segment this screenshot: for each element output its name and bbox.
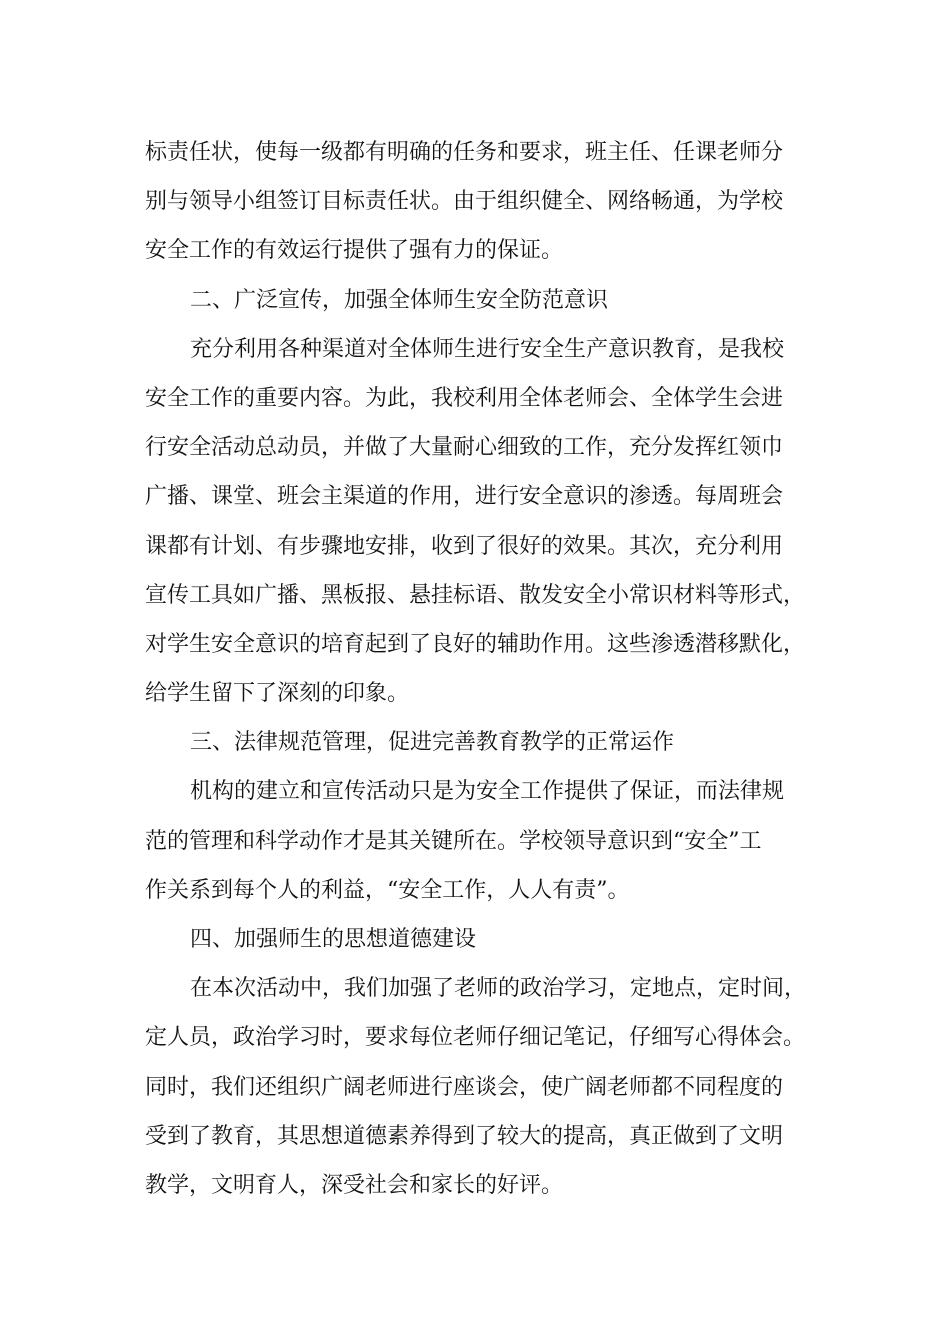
text-line: 标责任状，使每一级都有明确的任务和要求，班主任、任课老师分	[145, 140, 784, 165]
text-line: 安全工作的重要内容。为此，我校利用全体老师会、全体学生会进	[145, 385, 784, 411]
paragraph	[145, 915, 825, 964]
text-line: 广播、课堂、班会主渠道的作用，进行安全意识的渗透。每周班会	[145, 484, 784, 510]
text-line: 宣传工具如广播、黑板报、悬挂标语、散发安全小常识材料等形式，	[145, 582, 806, 608]
text-line: 对学生安全意识的培育起到了良好的辅助作用。这些渗透潜移默化，	[145, 631, 806, 657]
text-line: 二、广泛宣传，加强全体师生安全防范意识	[190, 287, 609, 313]
text-line: 机构的建立和宣传活动只是为安全工作提供了保证，而法律规	[190, 779, 785, 805]
text-line: 行安全活动总动员，并做了大量耐心细致的工作，充分发挥红领巾	[145, 435, 784, 461]
text-line: 教学，文明育人，深受社会和家长的好评。	[145, 1172, 564, 1198]
text-line: 在本次活动中，我们加强了老师的政治学习，定地点，定时间，	[190, 976, 807, 1002]
text-line: 安全工作的有效运行提供了强有力的保证。	[145, 238, 564, 264]
text-line: 同时，我们还组织广阔老师进行座谈会，使广阔老师都不同程度的	[145, 1074, 784, 1100]
text-line: 作关系到每个人的利益，“安全工作，人人有责”。	[145, 877, 630, 903]
text-line: 定人员，政治学习时，要求每位老师仔细记笔记，仔细写心得体会。	[145, 1025, 806, 1051]
paragraph	[145, 767, 825, 915]
document-body	[145, 128, 825, 1210]
text-line: 四、加强师生的思想道德建设	[190, 927, 477, 952]
text-line: 课都有计划、有步骤地安排，收到了很好的效果。其次，充分利用	[145, 533, 784, 559]
text-line: 给学生留下了深刻的印象。	[145, 681, 410, 707]
text-line: 充分利用各种渠道对全体师生进行安全生产意识教育，是我校	[190, 336, 785, 362]
paragraph	[145, 964, 825, 1210]
paragraph	[145, 325, 825, 719]
paragraph	[145, 276, 825, 325]
text-line: 三、法律规范管理，促进完善教育教学的正常运作	[190, 730, 675, 756]
paragraph	[145, 718, 825, 767]
text-line: 别与领导小组签订目标责任状。由于组织健全、网络畅通，为学校	[145, 189, 784, 215]
text-line: 受到了教育，其思想道德素养得到了较大的提高，真正做到了文明	[145, 1123, 784, 1149]
paragraph	[145, 128, 825, 276]
text-line: 范的管理和科学动作才是其关键所在。学校领导意识到“安全”工	[145, 828, 762, 854]
